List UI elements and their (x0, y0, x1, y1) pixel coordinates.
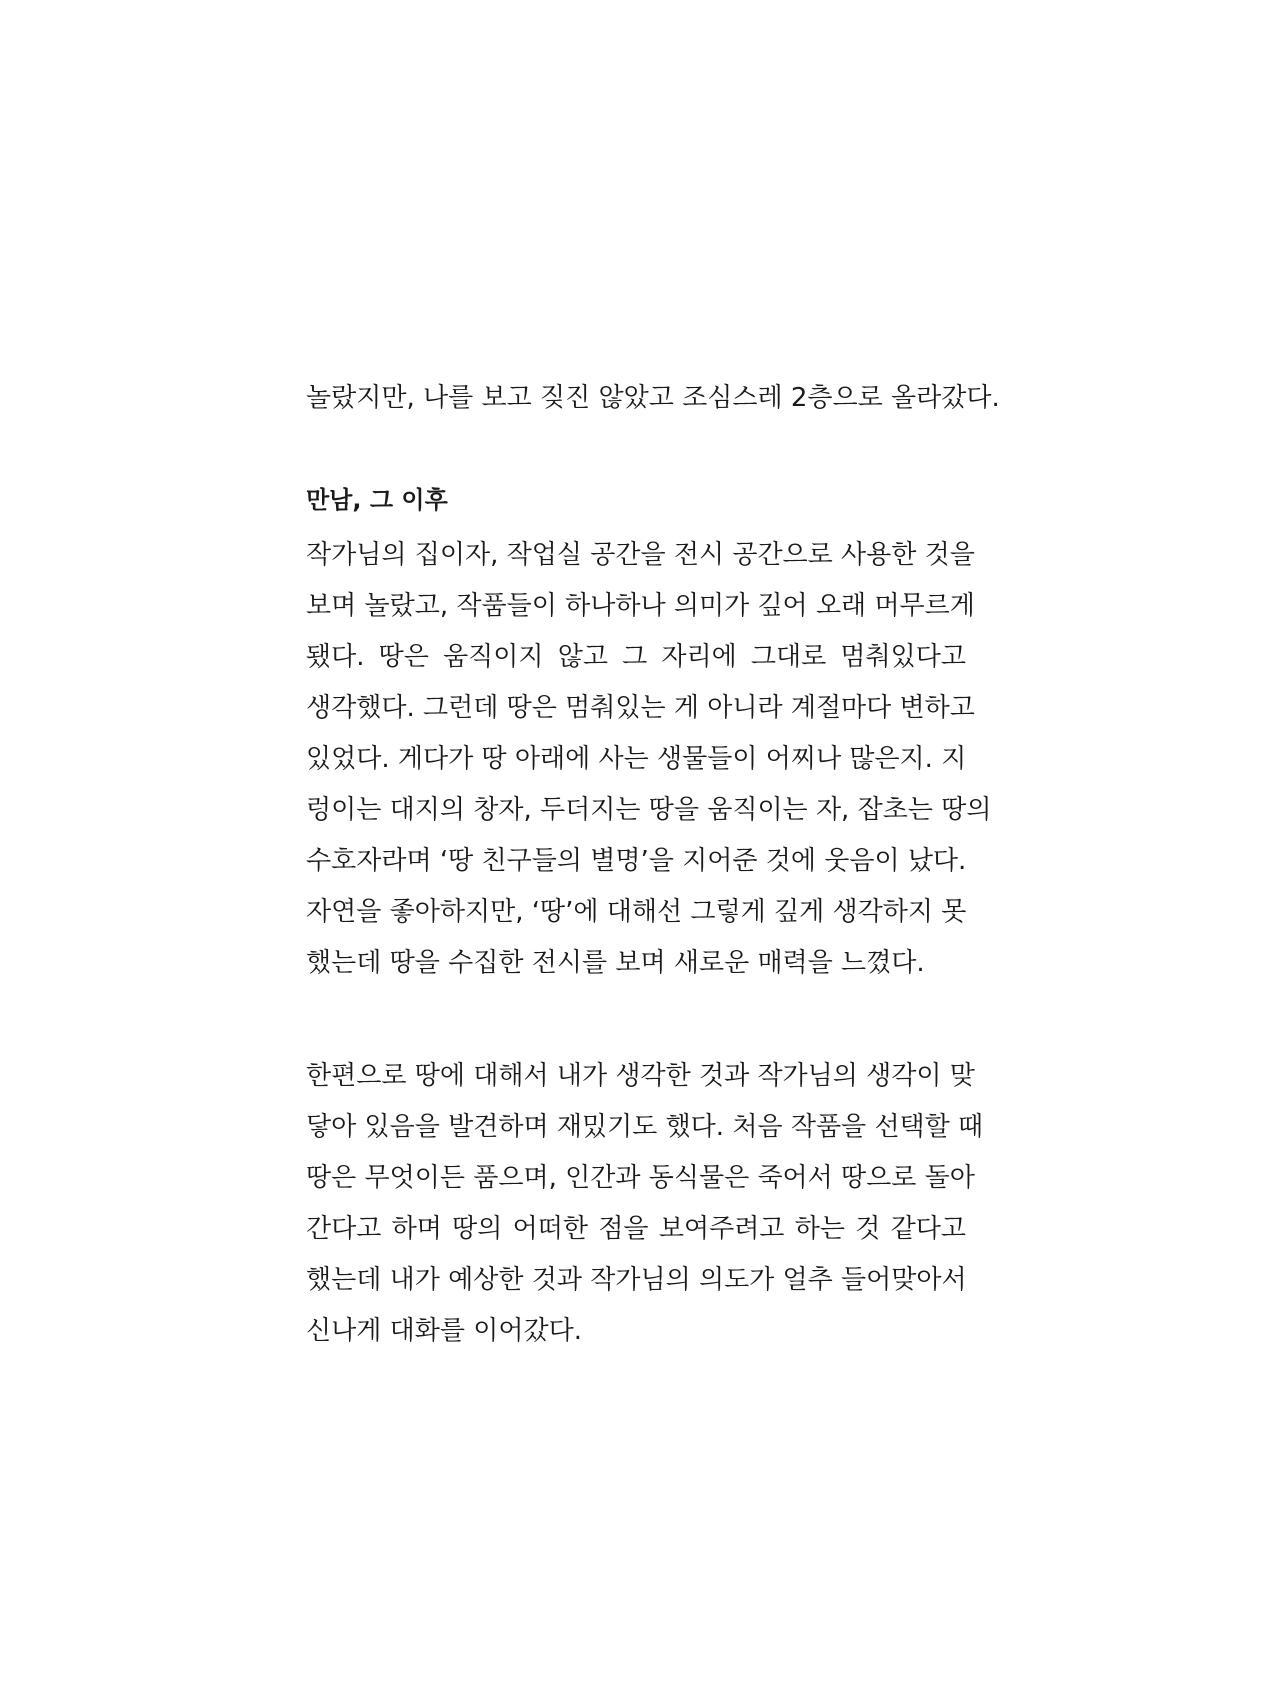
paragraph-line: 간다고 하며 땅의 어떠한 점을 보여주려고 하는 것 같다고 (306, 1214, 966, 1244)
paragraph-line: 됐다. 땅은 움직이지 않고 그 자리에 그대로 멈춰있다고 (306, 642, 966, 672)
paragraph-line: 땅은 무엇이든 품으며, 인간과 동식물은 죽어서 땅으로 돌아 (306, 1163, 975, 1193)
paragraph-line: 있었다. 게다가 땅 아래에 사는 생물들이 어찌나 많은지. 지 (306, 744, 967, 774)
paragraph-line: 한편으로 땅에 대해서 내가 생각한 것과 작가님의 생각이 맞 (306, 1061, 975, 1091)
paragraph-line: 생각했다. 그런데 땅은 멈춰있는 게 아니라 계절마다 변하고 (306, 693, 975, 723)
paragraph-line: 했는데 땅을 수집한 전시를 보며 새로운 매력을 느꼈다. (306, 948, 925, 978)
paragraph-line: 렁이는 대지의 창자, 두더지는 땅을 움직이는 자, 잡초는 땅의 (306, 795, 992, 825)
paragraph-line: 했는데 내가 예상한 것과 작가님의 의도가 얼추 들어맞아서 (306, 1265, 967, 1295)
section-heading: 만남, 그 이후 (306, 486, 448, 514)
intro-line: 놀랐지만, 나를 보고 짖진 않았고 조심스레 2층으로 올라갔다. (306, 383, 1000, 413)
paragraph-line: 닿아 있음을 발견하며 재밌기도 했다. 처음 작품을 선택할 때 (306, 1112, 984, 1142)
paragraph-line: 보며 놀랐고, 작품들이 하나하나 의미가 깊어 오래 머무르게 (306, 591, 975, 621)
paragraph-line: 수호자라며 ‘땅 친구들의 별명’을 지어준 것에 웃음이 났다. (306, 846, 967, 876)
paragraph-line: 자연을 좋아하지만, ‘땅’에 대해선 그렇게 깊게 생각하지 못 (306, 897, 967, 927)
paragraph-line: 신나게 대화를 이어갔다. (306, 1316, 582, 1346)
paragraph-line: 작가님의 집이자, 작업실 공간을 전시 공간으로 사용한 것을 (306, 540, 975, 570)
